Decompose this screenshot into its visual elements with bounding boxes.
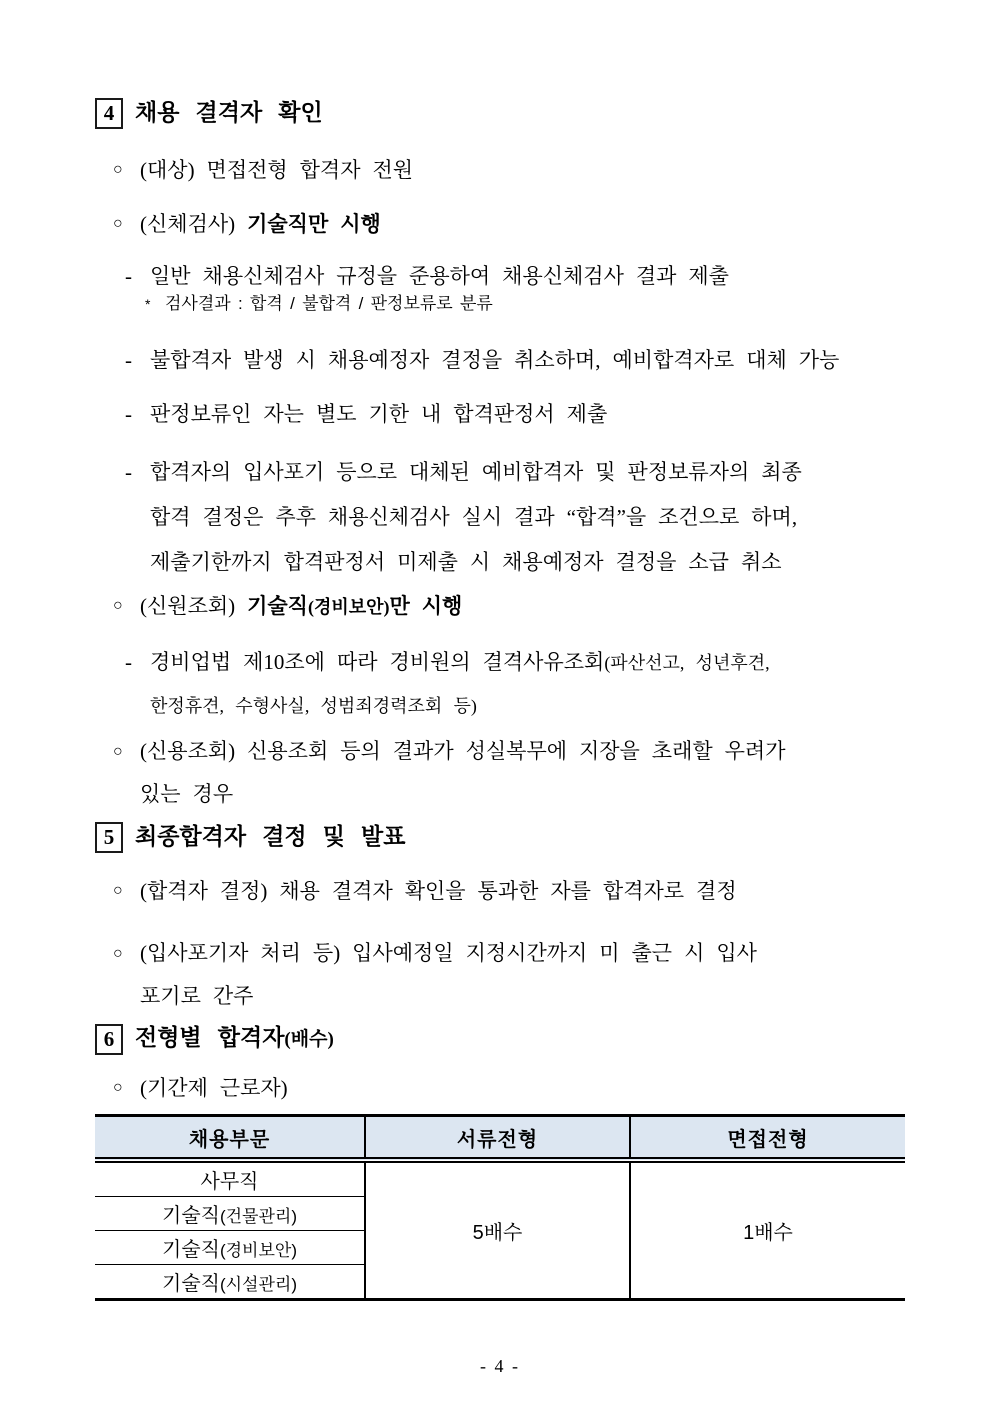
category-main: 기술직: [162, 1239, 220, 1261]
bullet-identity-bold-small: (경비보안): [307, 597, 390, 617]
bullet-credit-line2: 있는 경우: [140, 782, 234, 806]
section-5-title: 최종합격자 결정 및 발표: [135, 824, 406, 849]
dash-marker: -: [125, 402, 132, 426]
bullet-physical-exam: [95, 210, 905, 238]
asterisk-marker: *: [145, 296, 151, 312]
dash-final-line1: 합격자의 입사포기 등으로 대체된 예비합격자 및 판정보류자의 최종: [150, 460, 802, 484]
note-exam-result: [95, 292, 905, 316]
table-header-row: [95, 1116, 905, 1161]
dash-pending: [95, 400, 905, 428]
circle-bullet-marker: ○: [113, 161, 123, 178]
dash-final-line3: 제출기한까지 합격판정서 미제출 시 채용예정자 결정을 소급 취소: [150, 550, 782, 574]
section-4-title: 채용 결격자 확인: [135, 100, 323, 125]
section-6-title-small: (배수): [284, 1029, 334, 1050]
circle-bullet-marker: ○: [113, 597, 123, 614]
col-header-interview-screening: 면접전형: [630, 1116, 905, 1161]
circle-bullet-marker: ○: [113, 1079, 123, 1096]
category-cell-tech-facility: [95, 1265, 365, 1300]
bullet-noshow-text: [140, 932, 757, 1018]
bullet-worker-type: [95, 1074, 905, 1102]
bullet-identity-bold-tail: 만 시행: [389, 594, 463, 618]
dash-final-text: [150, 450, 802, 585]
section-6-title: [135, 1023, 334, 1055]
dash-marker: -: [125, 460, 132, 484]
bullet-physical-pre: (신체검사): [140, 212, 248, 236]
bullet-identity-check: [95, 592, 905, 621]
bullet-noshow: [95, 932, 905, 1018]
category-cell-tech-security: [95, 1231, 365, 1265]
bullet-identity-pre: (신원조회): [140, 594, 248, 618]
col-header-document-screening: 서류전형: [365, 1116, 630, 1161]
bullet-target-text: (대상) 면접전형 합격자 전원: [140, 158, 414, 182]
dash-marker: -: [125, 650, 132, 674]
dash-fail-text: 불합격자 발생 시 채용예정자 결정을 취소하며, 예비합격자로 대체 가능: [150, 348, 840, 372]
bullet-identity-bold-main: 기술직: [247, 594, 308, 618]
dash-security-line2: 한정휴견, 수형사실, 성범죄경력조회 등): [150, 696, 477, 716]
dash-general-exam: [95, 262, 905, 290]
dash-security-line1-small: (파산선고, 성년후견,: [604, 653, 770, 673]
section-6-heading: [95, 1024, 905, 1054]
section-6-number-box: 6: [95, 1024, 123, 1055]
category-main: 기술직: [162, 1273, 220, 1295]
bullet-credit-line1: (신용조회) 신용조회 등의 결과가 성실복무에 지장을 초래할 우려가: [140, 739, 786, 763]
dash-marker: -: [125, 264, 132, 288]
category-cell-tech-building: [95, 1197, 365, 1231]
section-5-heading: [95, 822, 905, 852]
bullet-pass-decision-text: (합격자 결정) 채용 결격자 확인을 통과한 자를 합격자로 결정: [140, 879, 737, 903]
bullet-identity-text: [140, 592, 462, 621]
dash-marker: -: [125, 348, 132, 372]
section-5-number-box: 5: [95, 822, 123, 853]
bullet-noshow-line1: (입사포기자 처리 등) 입사예정일 지정시간까지 미 출근 시 입사: [140, 941, 757, 965]
circle-bullet-marker: ○: [113, 215, 123, 232]
bullet-pass-decision: [95, 877, 905, 905]
circle-bullet-marker: ○: [113, 743, 123, 760]
bullet-credit-check: [95, 730, 905, 816]
dash-security-line1-main: 경비업법 제10조에 따라 경비원의 결격사유조회: [150, 650, 605, 674]
category-main: 기술직: [162, 1205, 220, 1227]
dash-fail-replace: [95, 346, 905, 374]
note-exam-result-text: 검사결과 : 합격 / 불합격 / 판정보류로 분류: [165, 294, 493, 313]
table-row: [95, 1160, 905, 1197]
section-4-number-box: 4: [95, 98, 123, 129]
section-6-title-main: 전형별 합격자: [135, 1025, 285, 1050]
interview-multiple-cell: 1배수: [630, 1160, 905, 1300]
dash-security-line1: [150, 641, 770, 685]
dash-general-text: 일반 채용신체검사 규정을 준용하여 채용신체검사 결과 제출: [150, 264, 729, 288]
bullet-worker-type-text: (기간제 근로자): [140, 1076, 288, 1100]
dash-security-law: [95, 641, 905, 728]
document-multiple-cell: 5배수: [365, 1160, 630, 1300]
dash-pending-text: 판정보류인 자는 별도 기한 내 합격판정서 제출: [150, 402, 608, 426]
bullet-credit-text: [140, 730, 786, 816]
bullet-physical-text: [140, 210, 381, 238]
bullet-target: [95, 156, 905, 184]
pass-multiple-table: [95, 1114, 905, 1301]
category-cell-office: [95, 1160, 365, 1197]
page-number: - 4 -: [480, 1356, 520, 1376]
bullet-noshow-line2: 포기로 간주: [140, 984, 254, 1008]
category-main: 사무직: [200, 1171, 259, 1193]
dash-final-decision: [95, 450, 905, 585]
circle-bullet-marker: ○: [113, 945, 123, 962]
circle-bullet-marker: ○: [113, 882, 123, 899]
dash-final-line2: 합격 결정은 추후 채용신체검사 실시 결과 “합격”을 조건으로 하며,: [150, 505, 798, 529]
bullet-physical-bold: 기술직만 시행: [247, 212, 381, 236]
dash-security-text: [150, 641, 770, 728]
section-4-heading: [95, 98, 905, 128]
category-small: (건물관리): [219, 1207, 297, 1226]
col-header-category: 채용부문: [95, 1116, 365, 1161]
category-small: (경비보안): [219, 1241, 297, 1260]
category-small: (시설관리): [219, 1275, 297, 1294]
